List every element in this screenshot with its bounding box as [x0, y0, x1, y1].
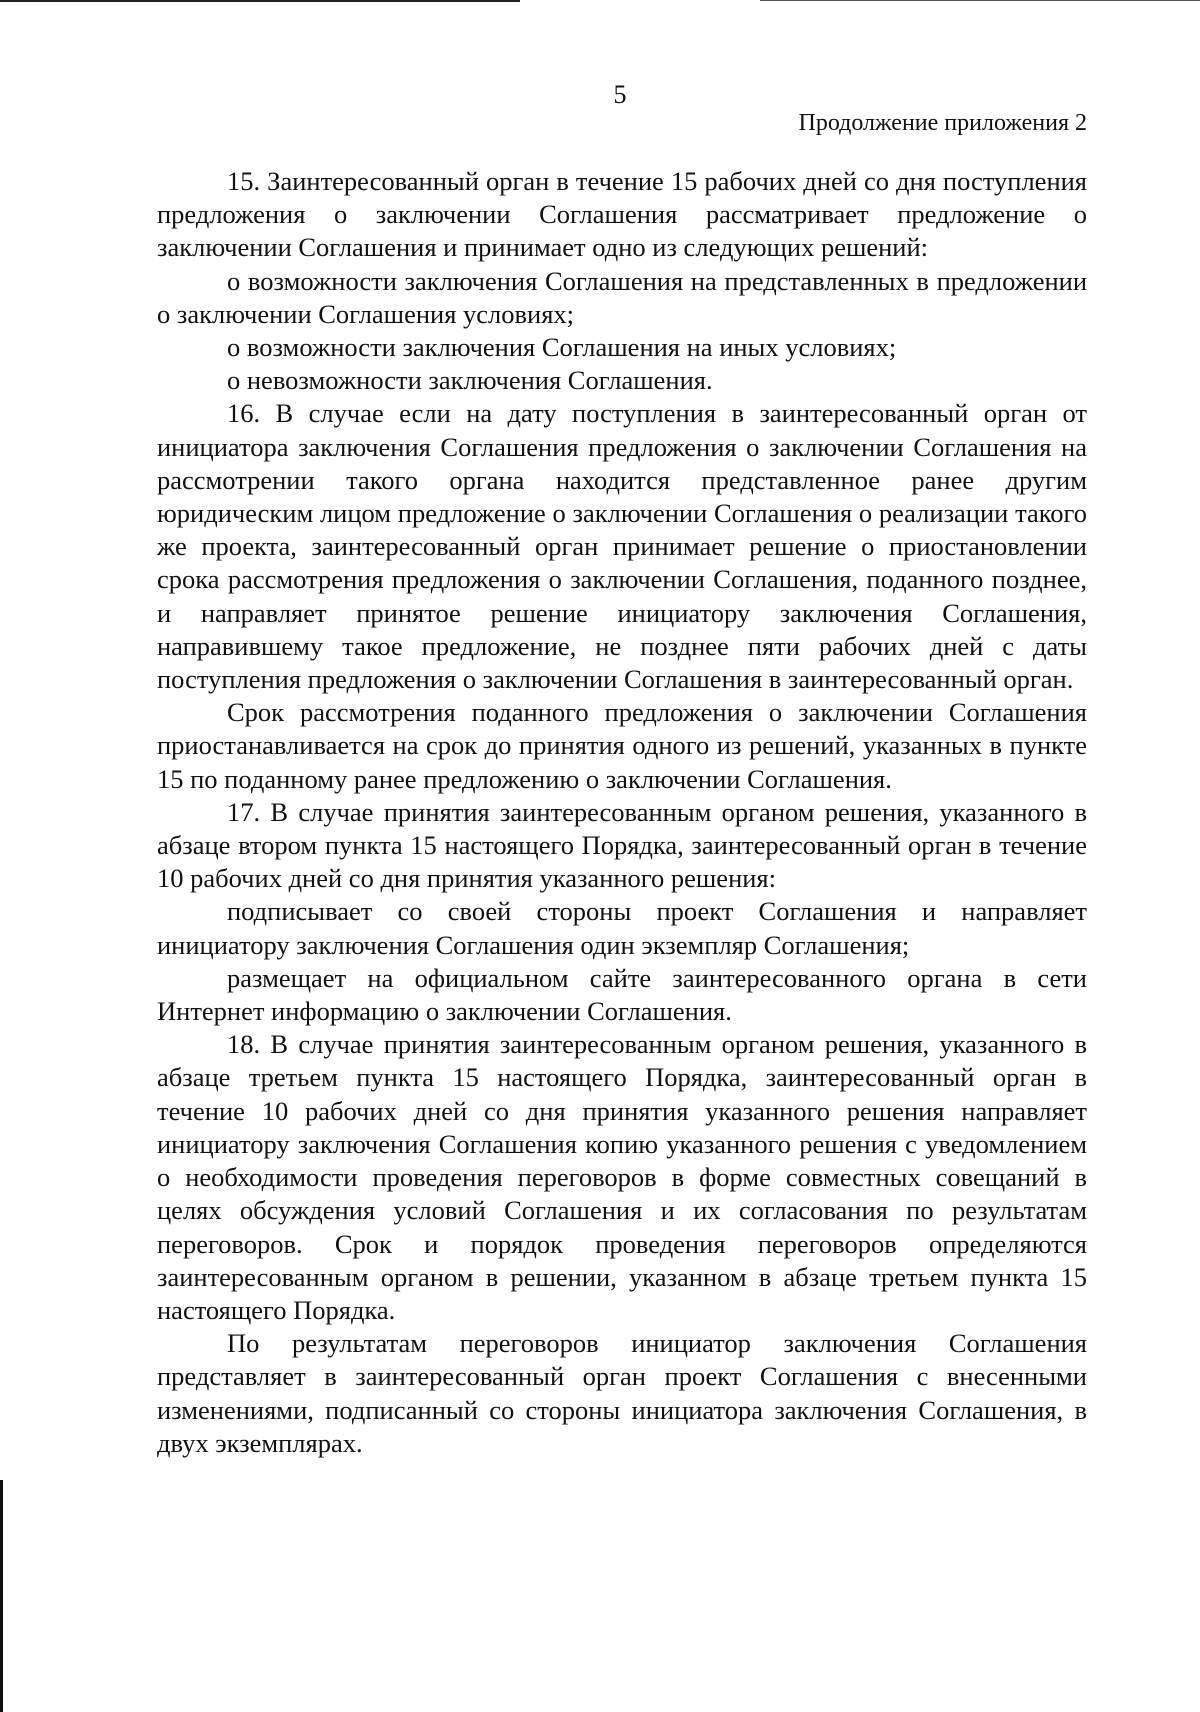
paragraph: подписывает со своей стороны проект Соглашения и направляет инициатору заключения Соглашения один экземпляр Соглашения;	[157, 896, 1087, 960]
scan-top-border	[0, 0, 520, 2]
paragraph: 15. Заинтересованный орган в течение 15 рабочих дней со дня поступления предложения о заключении Соглашения рассматривает предложение о заключении Соглашения и принимает одно из следующих решений:	[157, 166, 1087, 263]
paragraph: о возможности заключения Соглашения на представленных в предложении о заключении Соглашения условиях;	[157, 265, 1087, 329]
paragraph: о невозможности заключения Соглашения.	[227, 365, 713, 396]
document-body	[157, 165, 1087, 1460]
scan-left-edge	[0, 1480, 3, 1712]
header-note: Продолжение приложения 2	[798, 110, 1087, 136]
paragraph: По результатам переговоров инициатор заключения Соглашения представляет в заинтересованный орган проект Соглашения с внесенными изменениями, подписанный со стороны инициатора заключения Соглашения, в двух экземплярах.	[157, 1328, 1087, 1458]
paragraph: 18. В случае принятия заинтересованным органом решения, указанного в абзаце третьем пункта 15 настоящего Порядка, заинтересованный орган в течение 10 рабочих дней со дня принятия указанного решения направляет инициатору заключения Соглашения копию указанного решения с уведомлением о необходимости проведения переговоров в форме совместных совещаний в целях обсуждения условий Соглашения и их согласования по результатам переговоров. Срок и порядок проведения переговоров определяются заинтересованным органом в решении, указанном в абзаце третьем пункта 15 настоящего Порядка.	[157, 1029, 1087, 1325]
paragraph: Срок рассмотрения поданного предложения о заключении Соглашения приостанавливается на срок до принятия одного из решений, указанных в пункте 15 по поданному ранее предложению о заключении Соглашения.	[157, 697, 1087, 794]
paragraph: 16. В случае если на дату поступления в заинтересованный орган от инициатора заключения Соглашения предложения о заключении Соглашения на рассмотрении такого органа находится представленное ранее другим юридическим лицом предложение о заключении Соглашения о реализации такого же проекта, заинтересованный орган принимает решение о приостановлении срока рассмотрения предложения о заключении Соглашения, поданного позднее, и направляет принятое решение инициатору заключения Соглашения, направившему такое предложение, не позднее пяти рабочих дней с даты поступления предложения о заключении Соглашения в заинтересованный орган.	[157, 398, 1087, 695]
paragraph: 17. В случае принятия заинтересованным органом решения, указанного в абзаце втором пункта 15 настоящего Порядка, заинтересованный орган в течение 10 рабочих дней со дня принятия указанного решения:	[157, 796, 1087, 894]
scan-top-border-right	[760, 0, 1200, 1]
page-number: 5	[613, 80, 627, 109]
paragraph: о возможности заключения Соглашения на иных условиях;	[227, 332, 897, 363]
paragraph: размещает на официальном сайте заинтересованного органа в сети Интернет информацию о заключении Соглашения.	[157, 962, 1087, 1027]
